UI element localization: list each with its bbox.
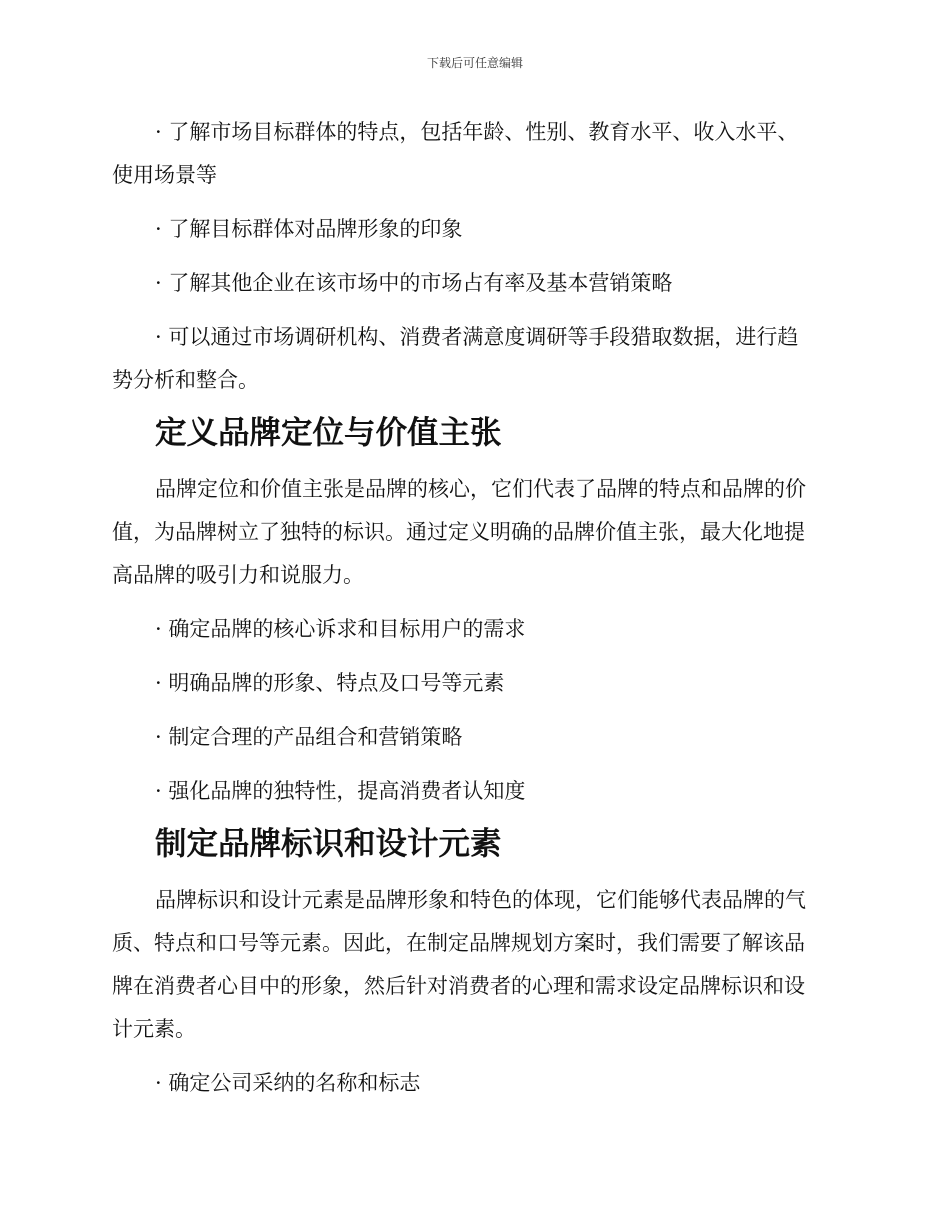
list-item-line: · 明确品牌的形象、特点及口号等元素	[155, 671, 505, 695]
paragraph	[112, 879, 832, 1051]
list-item-line: · 确定公司采纳的名称和标志	[155, 1071, 421, 1095]
list-item-line: · 了解目标群体对品牌形象的印象	[155, 217, 463, 241]
paragraph-line: 质、特点和口号等元素。因此，在制定品牌规划方案时，我们需要了解该品	[112, 931, 805, 955]
list-item	[112, 262, 832, 305]
list-item-line: 势分析和整合。	[112, 368, 259, 392]
list-item-line: · 了解市场目标群体的特点，包括年龄、性别、教育水平、收入水平、	[155, 120, 799, 144]
list-item	[112, 316, 832, 402]
list-item	[112, 770, 832, 813]
paragraph-line: 计元素。	[112, 1017, 196, 1041]
list-item	[112, 608, 832, 651]
document-body	[112, 111, 832, 1105]
paragraph	[112, 468, 832, 597]
list-item	[112, 662, 832, 705]
paragraph-line: 高品牌的吸引力和说服力。	[112, 563, 364, 587]
paragraph-line: 牌在消费者心目中的形象，然后针对消费者的心理和需求设定品牌标识和设	[112, 974, 805, 998]
list-item-line: · 了解其他企业在该市场中的市场占有率及基本营销策略	[155, 271, 673, 295]
list-item-line: 使用场景等	[112, 163, 217, 187]
paragraph-line: 品牌标识和设计元素是品牌形象和特色的体现，它们能够代表品牌的气	[155, 888, 806, 912]
list-item	[112, 716, 832, 759]
section-heading: 制定品牌标识和设计元素	[155, 825, 502, 862]
paragraph-line: 值，为品牌树立了独特的标识。通过定义明确的品牌价值主张，最大化地提	[112, 520, 805, 544]
list-item-line: · 可以通过市场调研机构、消费者满意度调研等手段猎取数据，进行趋	[155, 325, 799, 349]
list-item-line: · 制定合理的产品组合和营销策略	[155, 725, 463, 749]
list-item	[112, 111, 832, 197]
paragraph-line: 品牌定位和价值主张是品牌的核心，它们代表了品牌的特点和品牌的价	[155, 477, 806, 501]
list-item	[112, 1062, 832, 1105]
page-header: 下载后可任意编辑	[426, 56, 523, 70]
list-item	[112, 208, 832, 251]
list-item-line: · 强化品牌的独特性，提高消费者认知度	[155, 779, 526, 803]
list-item-line: · 确定品牌的核心诉求和目标用户的需求	[155, 617, 526, 641]
section-heading: 定义品牌定位与价值主张	[155, 414, 502, 451]
